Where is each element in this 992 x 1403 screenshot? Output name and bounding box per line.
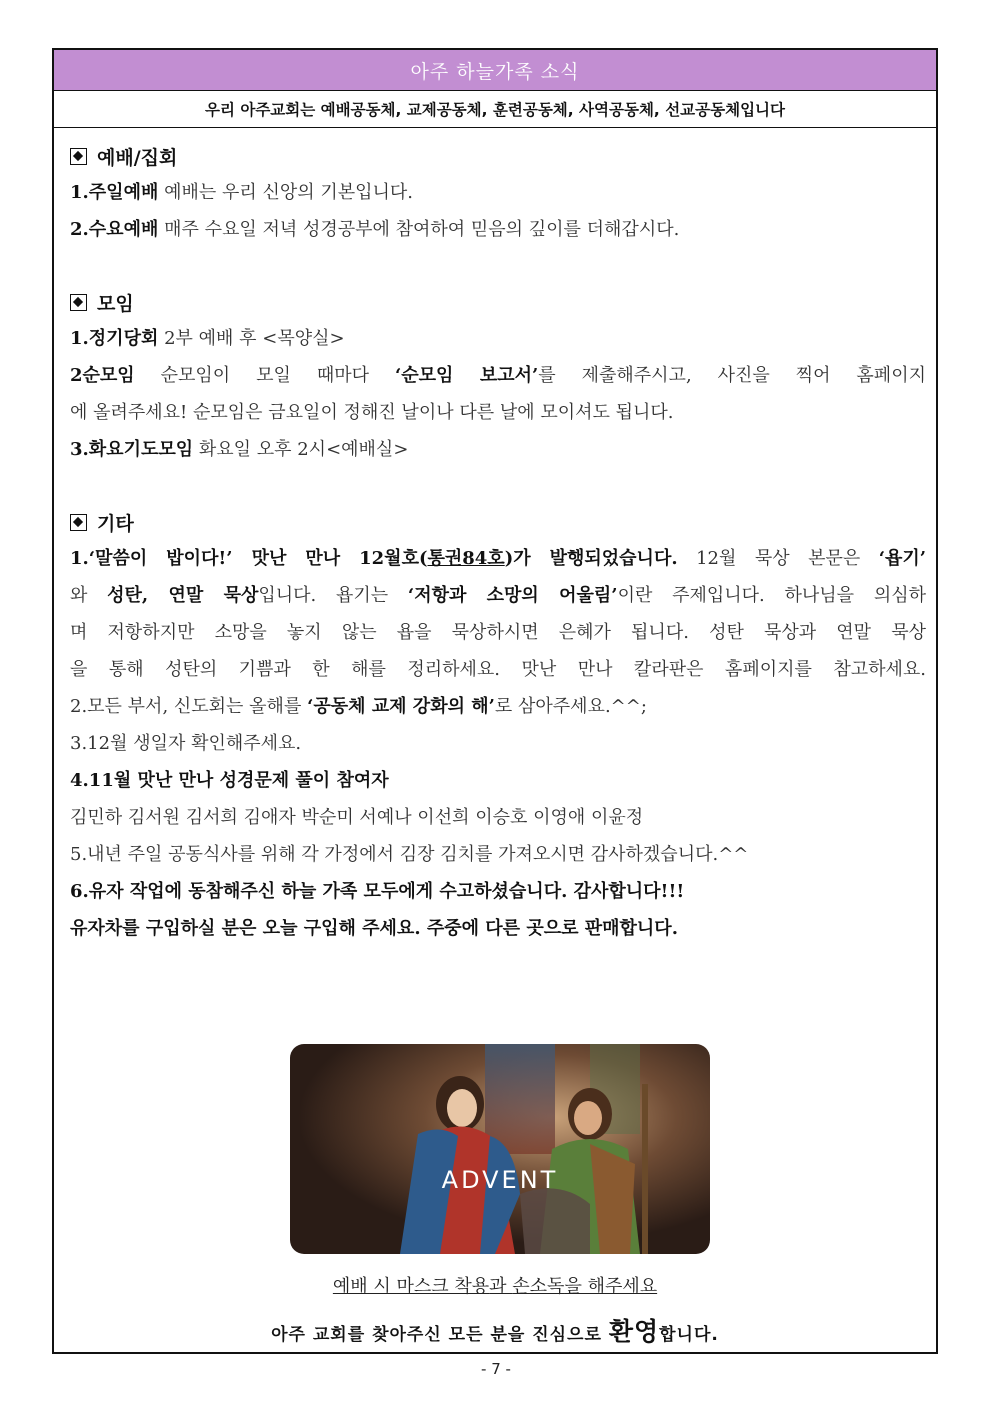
etc-line-5: 2.모든 부서, 신도회는 올해를 ‘공동체 교제 강화의 해’로 삼아주세요.^^; (70, 696, 647, 717)
meeting-item-session: 1.정기당회 2부 예배 후 <목양실> (70, 328, 345, 349)
advent-image (290, 1044, 710, 1254)
etc-participants: 김민하 김서원 김서희 김애자 박순미 서예나 이선희 이승호 이영애 이윤정 (70, 807, 644, 828)
page-number: - 7 - (481, 1360, 511, 1378)
etc-line-11: 유자차를 구입하실 분은 오늘 구입해 주세요. 주중에 다른 곳으로 판매합니다. (70, 918, 678, 939)
etc-line-10: 6.유자 작업에 동참해주신 하늘 가족 모두에게 수고하셨습니다. 감사합니다!!! (70, 881, 685, 902)
mask-notice: 예배 시 마스크 착용과 손소독을 해주세요 (332, 1276, 658, 1297)
bulletin-frame (52, 48, 938, 1354)
etc-line-6: 3.12월 생일자 확인해주세요. (70, 733, 302, 754)
advent-caption: ADVENT (441, 1166, 559, 1194)
advent-illustration (290, 1044, 710, 1254)
worship-item-sunday: 1.주일예배 예배는 우리 신앙의 기본입니다. (70, 182, 413, 203)
worship-item-wednesday: 2.수요예배 매주 수요일 저녁 성경공부에 참여하여 믿음의 깊이를 더해갑시다. (70, 219, 680, 240)
meeting-item-prayer: 3.화요기도모임 화요일 오후 2시<예배실> (70, 439, 409, 460)
section-meetings-heading: 모임 (70, 284, 926, 320)
etc-line-3: 며 저항하지만 소망을 놓지 않는 욥을 묵상하시면 은혜가 됩니다. 성탄 묵상과 연말 묵상 (70, 622, 926, 643)
section-etc-heading: 기타 (70, 504, 926, 540)
etc-line-2: 와 성탄, 연말 묵상입니다. 욥기는 ‘저항과 소망의 어울림’이란 주제입니다. 하나님을 의심하 (70, 585, 926, 606)
diamond-box-icon (70, 148, 87, 165)
meeting-item-cell-cont: 에 올려주세요! 순모임은 금요일이 정해진 날이나 다른 날에 모이셔도 됩니다. (70, 402, 674, 423)
bulletin-content (54, 128, 936, 947)
church-motto: 우리 아주교회는 예배공동체, 교제공동체, 훈련공동체, 사역공동체, 선교공동체입니다 (54, 91, 936, 128)
etc-line-1: 1.‘말씀이 밥이다!’ 맛난 만나 12월호(통권84호)가 발행되었습니다. 12월 묵상 본문은 ‘욥기’ (70, 548, 927, 569)
bulletin-title: 아주 하늘가족 소식 (54, 50, 936, 91)
etc-line-4: 을 통해 성탄의 기쁨과 한 해를 정리하세요. 맛난 만나 칼라판은 홈페이지를 참고하세요. (70, 659, 926, 680)
diamond-box-icon (70, 514, 87, 531)
diamond-box-icon (70, 294, 87, 311)
etc-line-9: 5.내년 주일 공동식사를 위해 각 가정에서 김장 김치를 가져오시면 감사하겠습니다.^^ (70, 844, 749, 865)
meeting-item-cell: 2순모임 순모임이 모일 때마다 ‘순모임 보고서’를 제출해주시고, 사진을 찍어 홈페이지 (70, 365, 926, 386)
welcome-message: 아주 교회를 찾아주신 모든 분을 진심으로 환영합니다. (271, 1317, 719, 1346)
etc-line-7: 4.11월 맛난 만나 성경문제 풀이 참여자 (70, 770, 389, 791)
section-worship-heading: 예배/집회 (70, 138, 926, 174)
